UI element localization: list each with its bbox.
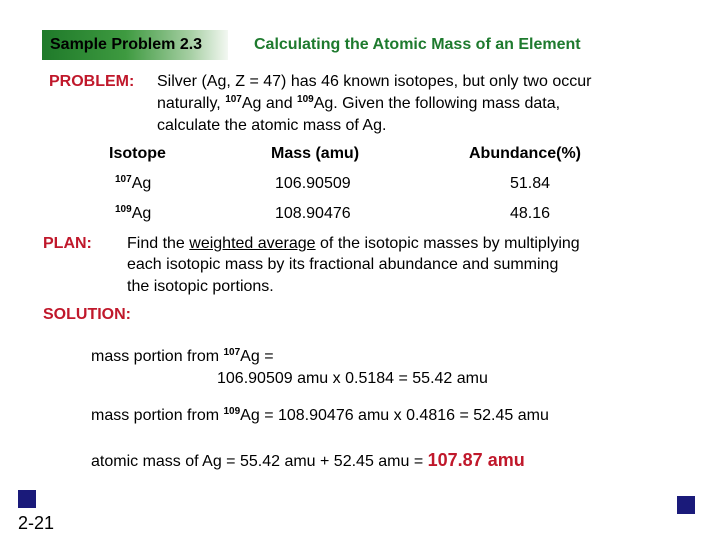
table-row-1-symbol: Ag [131,175,152,192]
solution-step-3 [91,450,525,471]
table-row-1-mass: 106.90509 [275,175,351,192]
plan-line-3: the isotopic portions. [127,278,274,295]
table-row-2-isotope [115,205,151,223]
problem-line-3: calculate the atomic mass of Ag. [157,117,387,134]
table-row-1-abundance: 51.84 [510,175,551,192]
problem-line-2-prefix: naturally, [157,95,226,112]
decorative-square-right [677,496,695,514]
solution-step-1-prefix: mass portion from [91,348,224,365]
plan-line-1-suffix: of the isotopic masses by multiplying [315,235,580,252]
table-header-isotope: Isotope [109,145,166,162]
solution-step-2-mass-number: 109 [223,406,241,417]
solution-step-2-suffix: Ag = 108.90476 amu x 0.4816 = 52.45 amu [240,407,549,424]
problem-heading: PROBLEM: [49,73,135,90]
weighted-average-term: weighted average [189,235,316,252]
problem-line-1: Silver (Ag, Z = 47) has 46 known isotopes, but only two occur [157,73,592,90]
plan-line-1 [127,235,580,253]
slide-number: 2-21 [18,513,55,533]
solution-step-2 [91,407,549,425]
solution-step-1-mass-number: 107 [223,347,241,358]
solution-heading: SOLUTION: [43,306,131,323]
sample-problem-label: Sample Problem 2.3 [50,36,203,53]
plan-line-1-prefix: Find the [127,235,190,252]
table-header-mass: Mass (amu) [271,145,360,162]
solution-step-1 [91,348,274,366]
isotope-107-superscript: 107 [225,94,242,105]
plan-line-2: each isotopic mass by its fractional abundance and summing [127,256,559,273]
solution-step-1-suffix: Ag = [240,348,274,365]
table-row-2-mass: 108.90476 [275,205,351,222]
table-row-2-symbol: Ag [131,205,152,222]
problem-line-2-iso1: Ag and [241,95,298,112]
table-row-2-mass-number: 109 [115,204,132,215]
solution-step-2-prefix: mass portion from [91,407,224,424]
table-header-abundance: Abundance(%) [469,145,581,162]
page-title: Calculating the Atomic Mass of an Element [254,36,581,53]
solution-step-1-calculation: 106.90509 amu x 0.5184 = 55.42 amu [217,370,488,387]
table-row-1-isotope [115,175,151,193]
table-row-2-abundance: 48.16 [510,205,551,222]
isotope-109-superscript: 109 [297,94,314,105]
plan-heading: PLAN: [43,235,92,252]
problem-line-2-iso2: Ag. Given the following mass data, [313,95,561,112]
decorative-square-left [18,490,36,508]
solution-step-3-prefix: atomic mass of Ag = 55.42 amu + 52.45 amu = [91,453,428,470]
final-answer: 107.87 amu [427,450,525,470]
problem-line-2 [157,95,560,113]
table-row-1-mass-number: 107 [115,174,132,185]
